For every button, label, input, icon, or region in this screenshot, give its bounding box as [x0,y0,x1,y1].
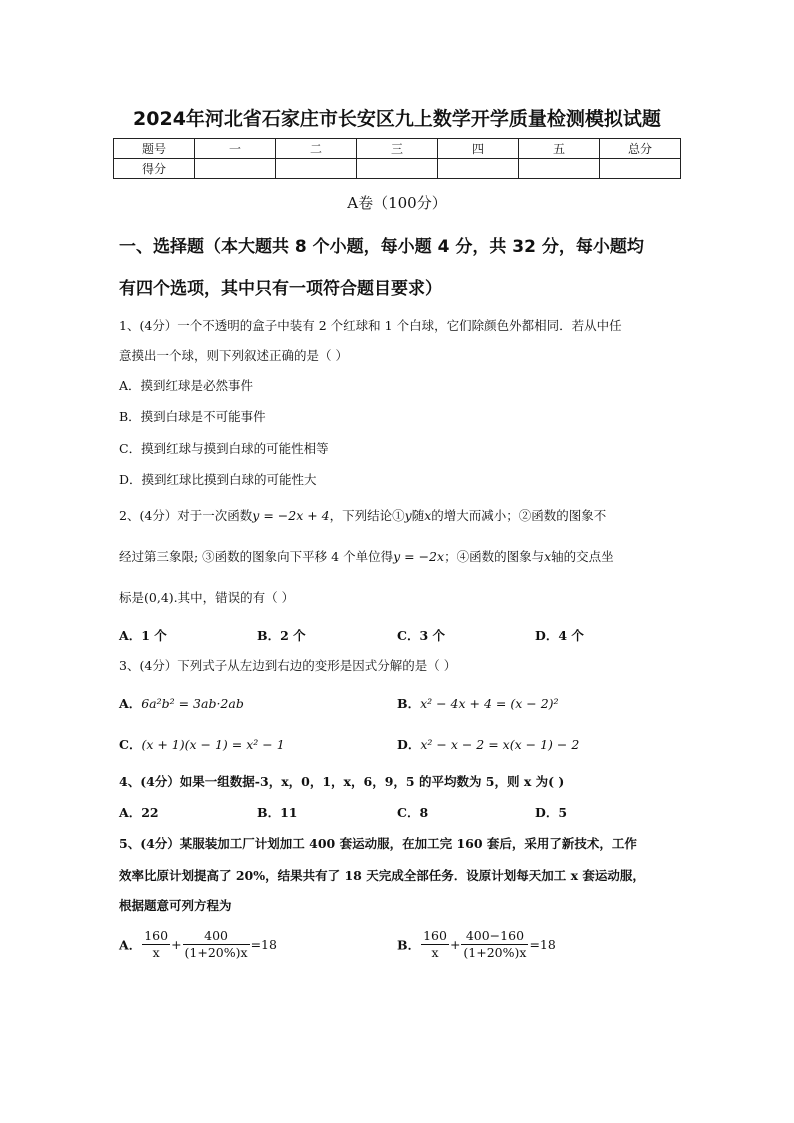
score-cell[interactable] [438,159,519,179]
q3-option-c[interactable] [119,735,285,753]
q2-text: 的增大而减小；②函数的图象不 [431,508,607,523]
q2-option-c[interactable]: C．3 个 [397,628,445,643]
section-heading-line-1: 一、选择题（本大题共 8 个小题，每小题 4 分，共 32 分，每小题均 [119,237,644,257]
q2-text: 2、(4分）对于一次函数 [119,508,253,523]
score-cell[interactable] [357,159,438,179]
score-table-header-row [114,139,681,159]
fraction-numerator: 400−160 [461,928,528,945]
volume-heading: A卷（100分） [347,194,447,212]
section-heading-line-2: 有四个选项，其中只有一项符合题目要求） [119,279,442,299]
q2-option-b[interactable]: B．2 个 [257,628,306,643]
score-cell[interactable] [519,159,600,179]
q5-stem-line-1: 5、(4分）某服装加工厂计划加工 400 套运动服，在加工完 160 套后，采用了新技术，工作 [119,836,637,851]
q1-option-c[interactable]: C．摸到红球与摸到白球的可能性相等 [119,441,329,456]
score-header-cell: 四 [438,139,519,159]
score-table-score-row [114,159,681,179]
q4-option-b[interactable]: B．11 [257,805,298,820]
q2-stem-line-3 [119,588,294,606]
q2-option-d[interactable]: D．4 个 [535,628,584,643]
q3-option-b[interactable] [397,694,559,712]
q4-option-d[interactable]: D．5 [535,805,568,820]
score-header-cell: 题号 [114,139,195,159]
score-header-cell: 二 [276,139,357,159]
q2-shifted-function: y = −2x [393,549,445,564]
q5-option-b-label: B． [397,937,421,953]
q3-option-a-expr: 6a²b² = 3ab·2ab [141,696,244,711]
score-header-cell: 五 [519,139,600,159]
q2-stem-line-1 [119,506,606,524]
q3-option-d-label: D． [397,737,421,752]
equation-rhs: =18 [250,937,277,952]
score-cell[interactable] [600,159,681,179]
q5-stem-line-2: 效率比原计划提高了 20%，结果共有了 18 天完成全部任务．设原计划每天加工 x 套运动服， [119,868,645,883]
q3-option-a-label: A． [119,696,142,711]
score-header-cell: 三 [357,139,438,159]
q5-option-a-fraction-2 [183,928,250,961]
fraction-numerator: 400 [183,928,250,945]
q3-option-a[interactable] [119,694,244,712]
fraction-denominator: (1+20%)x [463,945,527,960]
plus-sign: + [171,937,182,952]
q2-text: ，下列结论① [329,508,405,523]
fraction-denominator: x [431,945,439,960]
q2-point: (0,4) [144,590,174,605]
q3-option-d-expr: x² − x − 2 = x(x − 1) − 2 [420,737,580,752]
q3-option-c-expr: (x + 1)(x − 1) = x² − 1 [141,737,285,752]
fraction-numerator: 160 [144,928,169,943]
q3-option-c-label: C． [119,737,142,752]
q2-text: 随 [411,508,425,523]
q2-var-x: x [424,508,432,523]
q2-stem-line-2 [119,547,614,565]
fraction-numerator: 160 [423,928,447,943]
q2-option-a[interactable]: A．1 个 [119,628,167,643]
score-cell[interactable] [195,159,276,179]
q4-option-c[interactable]: C．8 [397,805,429,820]
equation-rhs: =18 [529,937,556,952]
q1-option-b[interactable]: B．摸到白球是不可能事件 [119,409,266,424]
q5-option-a-fraction-1 [142,928,170,961]
q2-var-x: x [544,549,552,564]
q2-var-y: y [404,508,412,523]
q5-option-b-fraction-2 [461,928,528,961]
q2-text: .其中，错误的有（ ） [173,590,295,605]
q3-option-b-expr: x² − 4x + 4 = (x − 2)² [420,696,559,711]
score-cell[interactable] [276,159,357,179]
q1-option-d[interactable]: D．摸到红球比摸到白球的可能性大 [119,472,317,487]
q2-text: ；④函数的图象与 [444,549,545,564]
q3-option-b-label: B． [397,696,421,711]
score-row-label: 得分 [114,159,195,179]
q1-stem-line-2: 意摸出一个球，则下列叙述正确的是（ ） [119,348,348,363]
q1-stem-line-1: 1、(4分）一个不透明的盒子中装有 2 个红球和 1 个白球，它们除颜色外都相同．若从中任 [119,318,622,333]
page-title: 2024年河北省石家庄市长安区九上数学开学质量检测模拟试题 [133,108,661,130]
score-table [113,138,681,179]
q5-option-b-fraction-1 [421,928,449,961]
fraction-denominator: (1+20%)x [184,945,248,960]
q3-option-d[interactable] [397,735,579,753]
q2-text: 经过第三象限; ③函数的图象向下平移 4 个单位得 [119,549,394,564]
q4-option-a[interactable]: A．22 [119,805,159,820]
q5-option-a[interactable] [119,928,277,961]
fraction-denominator: x [152,945,160,960]
q2-function: y = −2x + 4 [252,508,330,523]
q5-stem-line-3: 根据题意可列方程为 [119,898,232,913]
q5-option-a-label: A． [119,937,142,953]
q3-stem: 3、(4分）下列式子从左边到右边的变形是因式分解的是（ ） [119,658,457,673]
score-header-cell: 一 [195,139,276,159]
q5-option-b[interactable] [397,928,556,961]
q2-text: 标是 [119,590,145,605]
q2-text: 轴的交点坐 [551,549,614,564]
q1-option-a[interactable]: A．摸到红球是必然事件 [119,378,254,393]
score-header-cell: 总分 [600,139,681,159]
q4-stem: 4、(4分）如果一组数据-3，x，0，1，x，6，9，5 的平均数为 5，则 x 为( ) [119,774,565,789]
plus-sign: + [449,937,461,952]
